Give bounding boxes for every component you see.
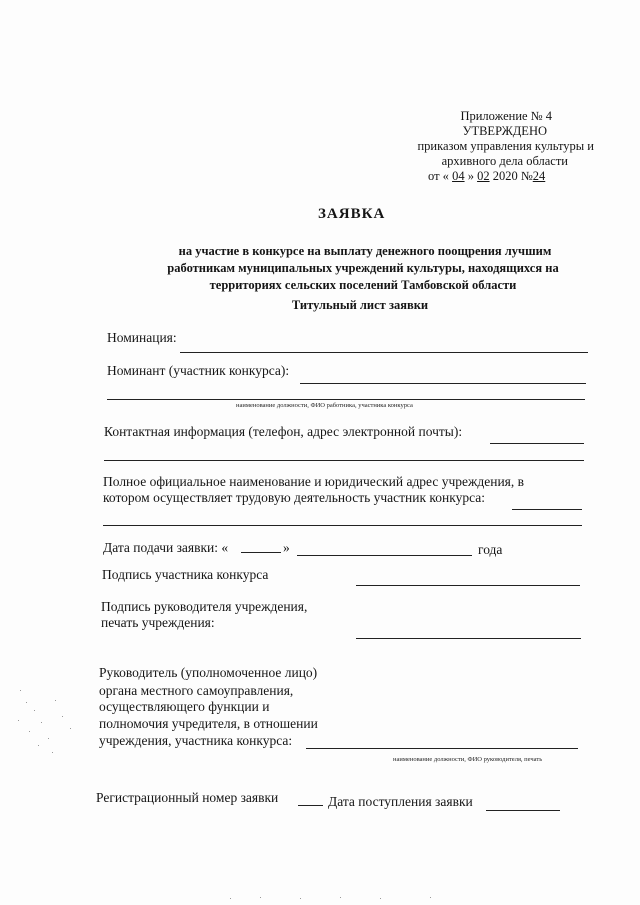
participant-signature-label: Подпись участника конкурса (102, 567, 269, 582)
contacts-label: Контактная информация (телефон, адрес электронной почты): (104, 424, 463, 439)
submission-year-label: года (478, 542, 503, 557)
approved-label: УТВЕРЖДЕНО (462, 124, 547, 138)
appendix-label: Приложение № 4 (460, 109, 552, 123)
submission-date-label: Дата подачи заявки: « (103, 540, 229, 555)
nomination-label: Номинация: (107, 330, 177, 345)
order-day: 04 (452, 169, 465, 183)
submission-month-line[interactable] (297, 555, 472, 556)
nomination-line[interactable] (180, 352, 588, 353)
submission-date-quote: » (283, 540, 290, 555)
org-label-line-2: котором осуществляет трудовую деятельность участник конкурса: (103, 490, 486, 505)
nominee-caption: наименование должности, ФИО работника, участника конкурса (236, 402, 413, 409)
head-signature-line[interactable] (356, 638, 581, 639)
org-label-line-1: Полное официальное наименование и юридический адрес учреждения, в (103, 474, 525, 489)
registration-number-label: Регистрационный номер заявки (96, 790, 279, 805)
authority-label-4: полномочия учредителя, в отношении (99, 716, 318, 731)
org-line-2[interactable] (103, 525, 582, 526)
receipt-date-line[interactable] (486, 810, 560, 811)
participant-signature-line[interactable] (356, 585, 580, 586)
document-title: ЗАЯВКА (318, 206, 386, 222)
order-number: 24 (532, 169, 546, 183)
date-prefix: от « (428, 169, 449, 183)
registration-number-line[interactable] (298, 805, 323, 806)
subtitle-line-3: территориях сельских поселений Тамбовской области (209, 278, 517, 292)
order-line-1: приказом управления культуры и (417, 139, 594, 153)
nominee-line-2[interactable] (107, 399, 585, 400)
authority-label-3: осуществляющего функции и (99, 699, 270, 714)
head-signature-label-2: печать учреждения: (101, 615, 215, 630)
subtitle-line-1: на участие в конкурсе на выплату денежного поощрения лучшим (178, 244, 552, 258)
head-signature-label-1: Подпись руководителя учреждения, (101, 599, 308, 614)
nominee-line-1[interactable] (300, 383, 586, 384)
order-year: 2020 (492, 169, 518, 183)
org-line-1[interactable] (512, 509, 582, 510)
subtitle-line-4: Титульный лист заявки (291, 298, 429, 312)
subtitle-line-2: работникам муниципальных учреждений культуры, находящихся на (167, 261, 559, 275)
authority-line[interactable] (306, 748, 578, 749)
order-month: 02 (477, 169, 490, 183)
authority-label-2: органа местного самоуправления, (99, 683, 294, 698)
order-line-2: архивного дела области (441, 154, 568, 168)
authority-label-5: учреждения, участника конкурса: (99, 733, 293, 748)
receipt-date-label: Дата поступления заявки (328, 794, 473, 809)
contacts-line-2[interactable] (104, 460, 584, 461)
authority-caption: наименование должности, ФИО руководителя, печать (393, 756, 543, 763)
submission-day-line[interactable] (241, 552, 281, 553)
order-date (428, 169, 545, 184)
authority-label-1: Руководитель (уполномоченное лицо) (99, 665, 318, 680)
order-number-prefix: № (520, 169, 533, 183)
contacts-line-1[interactable] (490, 443, 584, 444)
nominee-label: Номинант (участник конкурса): (107, 363, 290, 378)
date-mid: » (467, 169, 474, 183)
